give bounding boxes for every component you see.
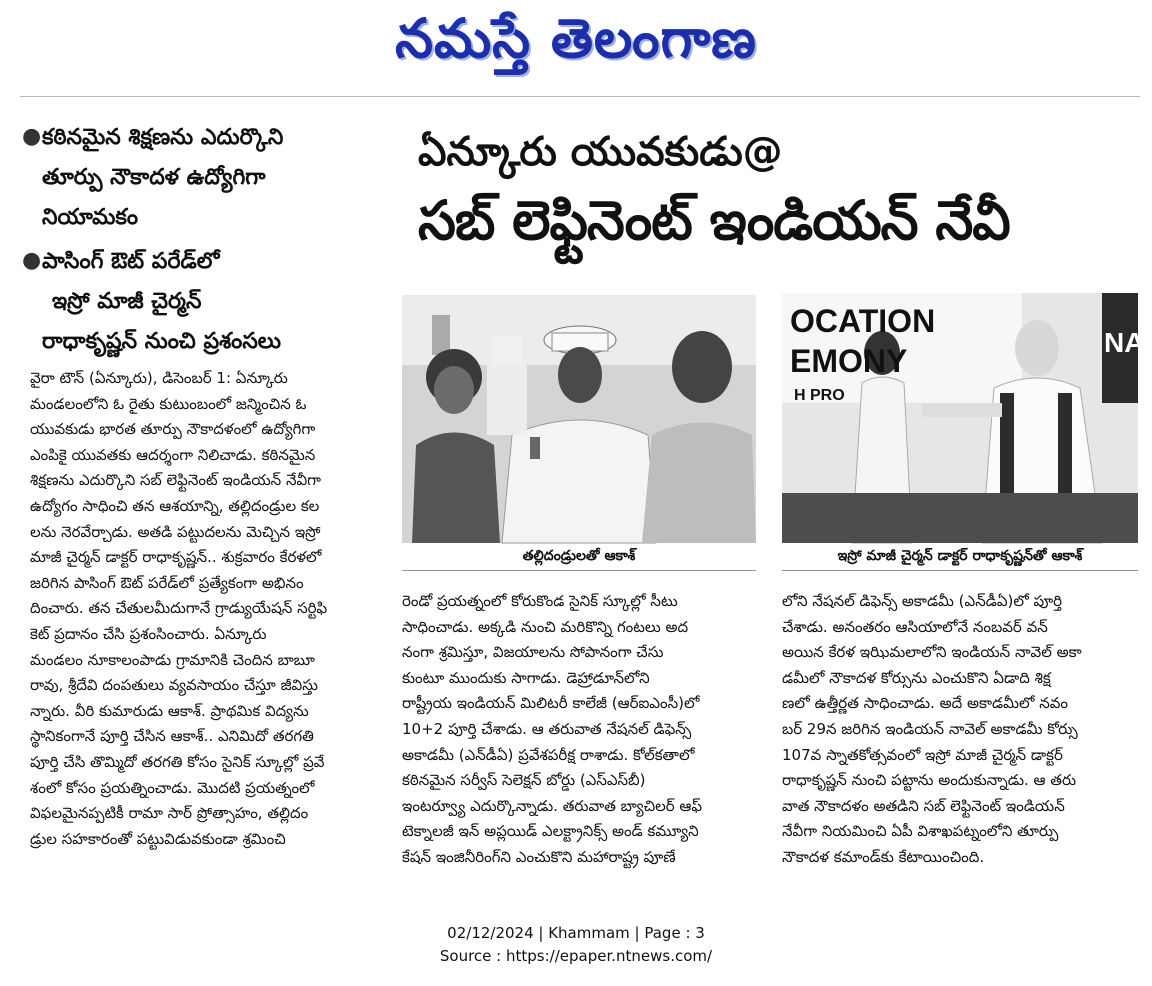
article-line: వాత నౌకాదళం అతడిని సబ్ లెఫ్టినెంట్ ఇండియన్	[782, 796, 1065, 815]
key-point	[22, 118, 382, 238]
article-line: విఫలమైనప్పటికీ రామా సార్ ప్రోత్సాహం, తల్లిదం	[30, 804, 309, 823]
article-line: వైరా టౌన్ (ఏన్కూరు), డిసెంబర్ 1: ఏన్కూరు	[30, 369, 288, 387]
article-line: రాష్ట్రీయ ఇండియన్ మిలిటరీ కాలేజీ (ఆర్ఐఎంసీ)లో	[402, 694, 700, 713]
key-point-line: రాధాకృష్ణన్ నుంచి ప్రశంసలు	[42, 329, 281, 354]
photo-with-parents-image	[402, 295, 756, 543]
article-line: మండలంలోని ఓ రైతు కుటుంబంలో జన్మించిన ఓ	[30, 394, 307, 413]
article-line: నంగా శ్రమిస్తూ, విజయాలను సోపానంగా చేసు	[402, 643, 664, 662]
article-line: మాజీ చైర్మన్ డాక్టర్ రాధాకృష్ణన్.. శుక్రవారం కేరళలో	[30, 548, 322, 567]
article-line: లోని నేషనల్ డిఫెన్స్ అకాడమీ (ఎన్‌డీఏ)లో పూర్తి	[782, 592, 1063, 610]
article-line: కుంటూ ముందుకు సాగాడు. డెహ్రాడూన్‌లోని	[402, 668, 650, 687]
article-line: కేషన్ ఇంజినీరింగ్‌ని ఎంచుకొని మహారాష్ట్ర పూణే	[402, 847, 676, 866]
article-line: కఠినమైన సర్వీస్ సెలెక్షన్ బోర్డు (ఎస్ఎస్‌బీ)	[402, 771, 646, 790]
key-point	[22, 242, 382, 362]
bullet-icon: ●	[22, 124, 42, 149]
footer-source: Source : https://epaper.ntnews.com/	[439, 947, 713, 965]
article-line: సాధించాడు. అక్కడి నుంచి మరికొన్ని గంటలు అద	[402, 617, 689, 636]
banner-text-line3: H PRO	[794, 387, 845, 404]
article-line: టెక్నాలజీ ఇన్ అప్లయిడ్ ఎలక్ట్రానిక్స్ అండ్ కమ్యూని	[402, 822, 699, 841]
article-line: కెట్ ప్రదానం చేసి ప్రశంసించారు. ఏన్కూరు	[30, 624, 267, 643]
article-line: డమీలో నౌకాదళ కోర్సును ఎంచుకొని ఏడాది శిక్ష	[782, 668, 1051, 687]
article-column-2	[402, 589, 758, 871]
key-point-line: కఠినమైన శిక్షణను ఎదుర్కొని	[42, 125, 284, 150]
article-line: 10+2 పూర్తి చేశాడు. ఆ తరువాత నేషనల్ డిఫెన్స్	[402, 719, 692, 738]
headline	[418, 122, 1148, 260]
key-points	[22, 118, 382, 366]
banner-text-line2: EMONY	[790, 343, 908, 379]
article-line: జరిగిన పాసింగ్ ఔట్ పరేడ్‌లో ప్రత్యేకంగా అభినం	[30, 573, 304, 592]
article-line: బర్ 29న జరిగిన ఇండియన్ నావెల్ అకాడమీ కోర్సు	[782, 719, 1078, 738]
article-line: రావు, శ్రీదేవి దంపతులు వ్యవసాయం చేస్తూ జీవిస్తు	[30, 676, 318, 695]
article-line: లను నెరవేర్చాడు. అతడి పట్టుదలను మెచ్చిన ఇస్రో	[30, 522, 321, 541]
key-point-line: తూర్పు నౌకాదళ ఉద్యోగిగా	[42, 165, 266, 190]
article-line: రాధాకృష్ణన్ నుంచి పట్టాను అందుకున్నాడు. ఆ తరు	[782, 771, 1077, 790]
article-line: నేవీగా నియమించి ఏపీ విశాఖపట్నంలోని తూర్పు	[782, 822, 1059, 841]
article-line: ఇంటర్వ్యూ ఎదుర్కొన్నాడు. తరువాత బ్యాచిలర్ ఆఫ్	[402, 796, 703, 815]
article-line: ఉద్యోగం సాధించి తన ఆశయాన్ని, తల్లిదండ్రుల కల	[30, 496, 320, 515]
article-line: అకాడమీ (ఎన్‌డీఏ) ప్రవేశపరీక్ష రాశాడు. కోల్‌కతాలో	[402, 745, 695, 764]
divider	[20, 96, 1140, 97]
article-line: యువకుడు భారత తూర్పు నౌకాదళంలో ఉద్యోగిగా	[30, 420, 316, 439]
key-point-line: పాసింగ్ ఔట్ పరేడ్‌లో	[42, 249, 220, 274]
article-column-3	[782, 589, 1142, 871]
photo-caption-left: తల్లిదండ్రులతో ఆకాశ్	[402, 548, 756, 571]
article-line: చేశాడు. అనంతరం ఆసియాలోనే నంబవర్ వన్	[782, 617, 1048, 636]
key-point-line: ఇస్రో మాజీ చైర్మన్	[52, 289, 202, 314]
article-line: పూర్తి చేసి తొమ్మిదో తరగతి కోసం సైనిక్ స్కూల్లో ప్రవే	[30, 752, 325, 771]
article-line: దించారు. తన చేతులమీదుగానే గ్రాడ్యుయేషన్ సర్టిఫి	[30, 599, 328, 618]
article-line: శంలో కోసం ప్రయత్నించాడు. మొదటి ప్రయత్నంలో	[30, 778, 315, 797]
headline-kicker: ఏన్కూరు యువకుడు@	[418, 129, 783, 175]
bullet-icon: ●	[22, 248, 42, 273]
article-line: రెండో ప్రయత్నంలో కోరుకొండ సైనిక్ స్కూల్లో సీటు	[402, 592, 678, 610]
headline-main: సబ్ లెఫ్టినెంట్ ఇండియన్ నేవీ	[418, 189, 1010, 252]
article-line: డ్రుల సహకారంతో పట్టువిడువకుండా శ్రమించి	[30, 829, 286, 848]
banner-side-text: NA	[1104, 327, 1145, 358]
article-line: మండలం నూకాలంపాడు గ్రామానికి చెందిన బాబూ	[30, 650, 315, 669]
photo-caption-right: ఇస్రో మాజీ చైర్మన్ డాక్టర్ రాధాకృష్ణన్‌తో ఆకాశ్	[782, 548, 1138, 571]
article-line: నౌకాదళ కమాండ్‌కు కేటాయించింది.	[782, 847, 985, 866]
article-line: న్నారు. వీరి కుమారుడు ఆకాశ్. ప్రాథమిక విద్యను	[30, 701, 309, 720]
footer-dateline: 02/12/2024 | Khammam | Page : 3	[447, 924, 705, 942]
newspaper-logo: నమస్తే తెలంగాణ	[395, 6, 757, 70]
photo-with-parents	[402, 295, 756, 543]
footer	[0, 922, 1152, 968]
article-line: ణలో ఉత్తీర్ణత సాధించాడు. అదే అకాడమీలో నవం	[782, 694, 1068, 713]
article-column-1	[30, 366, 390, 852]
article-line: స్థానికంగానే పూర్తి చేసిన ఆకాశ్.. ఎనిమిదో తరగతి	[30, 727, 314, 746]
article-line: 107వ స్నాతకోత్సవంలో ఇస్రో మాజీ చైర్మన్ డాక్టర్	[782, 745, 1063, 764]
article-line: శిక్షణను ఎదుర్కొని సబ్ లెఫ్టినెంట్ ఇండియన్ నేవీగా	[30, 471, 321, 490]
banner-text-line1: OCATION	[790, 303, 936, 339]
masthead	[0, 0, 1152, 90]
photo-convocation	[782, 293, 1145, 543]
key-point-line: నియామకం	[42, 205, 139, 230]
article-line: అయిన కేరళ ఇఝిమలాలోని ఇండియన్ నావెల్ అకా	[782, 643, 1082, 662]
article-line: ఎంపికై యువతకు ఆదర్శంగా నిలిచాడు. కఠినమైన	[30, 445, 316, 464]
